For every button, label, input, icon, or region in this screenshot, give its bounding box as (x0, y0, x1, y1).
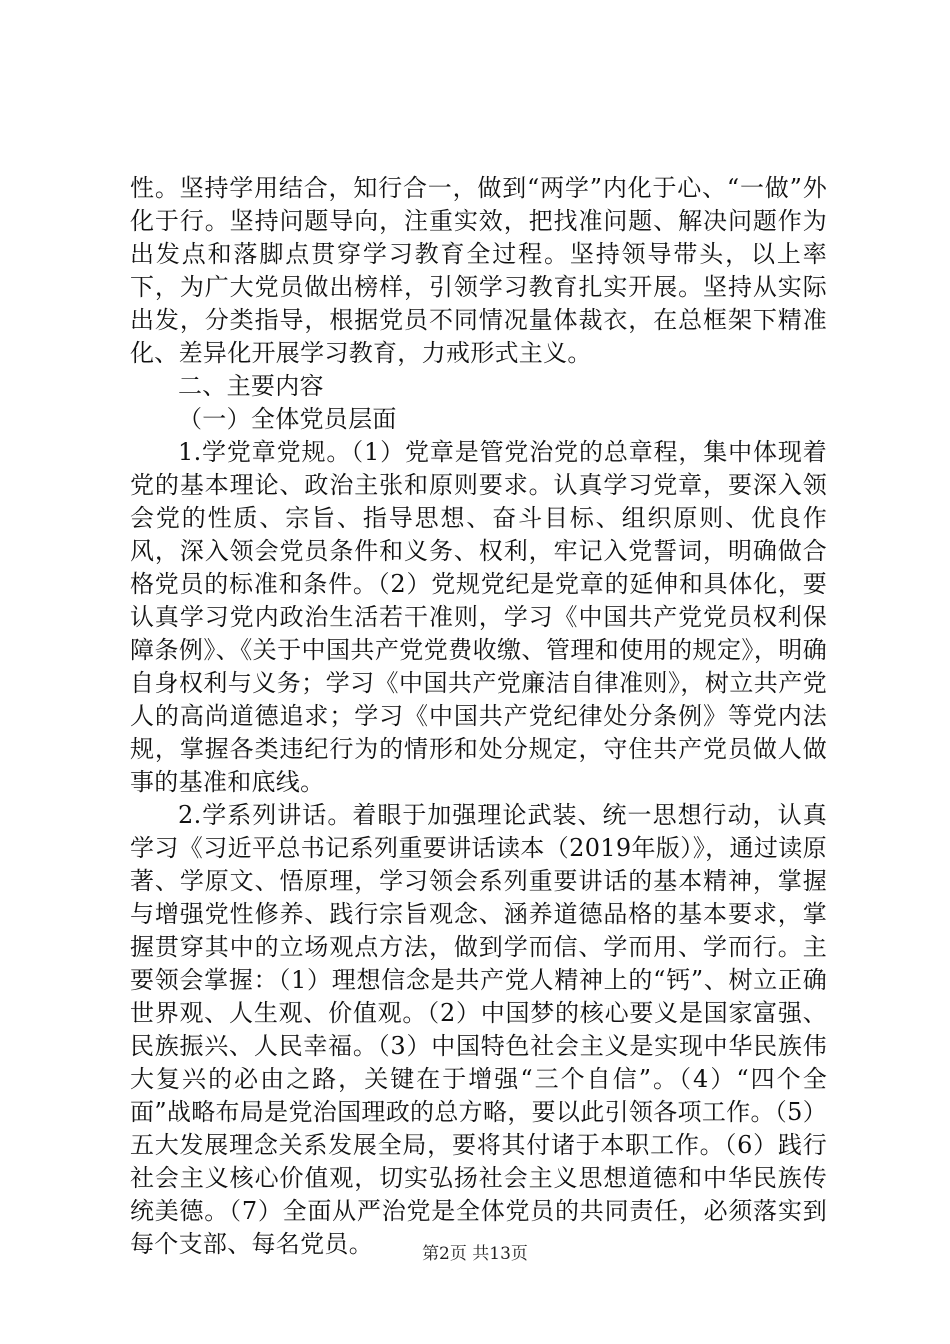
section-heading-main-content: 二、主要内容 (178, 372, 324, 400)
paragraph-party-constitution: 1.学党章党规。（1）党章是管党治党的总章程，集中体现着党的基本理论、政治主张和原则要求。认真学习党章，要深入领会党的性质、宗旨、指导思想、奋斗目标、组织原则、优良作风，深入领会党员条件和义务、权利，牢记入党誓词，明确做合格党员的标准和条件。（2）党规党纪是党章的延伸和具体化，要认真学习党内政治生活若干准则，学习《中国共产党党员权利保障条例》、《关于中国共产党党费收缴、管理和使用的规定》，明确自身权利与义务；学习《中国共产党廉洁自律准则》，树立共产党人的高尚道德追求；学习《中国共产党纪律处分条例》等党内法规，掌握各类违纪行为的情形和处分规定，守住共产党员做人做事的基准和底线。 (130, 438, 827, 796)
subsection-heading-all-members: （一）全体党员层面 (178, 405, 397, 433)
page-number-footer: 第2页 共13页 (422, 1244, 528, 1264)
document-body (130, 172, 827, 1261)
paragraph-continuation: 性。坚持学用结合，知行合一，做到“两学”内化于心、“一做”外化于行。坚持问题导向，注重实效，把找准问题、解决问题作为出发点和落脚点贯穿学习教育全过程。坚持领导带头，以上率下，为广大党员做出榜样，引领学习教育扎实开展。坚持从实际出发，分类指导，根据党员不同情况量体裁衣，在总框架下精准化、差异化开展学习教育，力戒形式主义。 (130, 174, 827, 367)
paragraph-series-speeches: 2.学系列讲话。着眼于加强理论武装、统一思想行动，认真学习《习近平总书记系列重要讲话读本（2019年版）》，通过读原著、学原文、悟原理，学习领会系列重要讲话的基本精神，掌握与增强党性修养、践行宗旨观念、涵养道德品格的基本要求，掌握贯穿其中的立场观点方法，做到学而信、学而用、学而行。主要领会掌握：（1）理想信念是共产党人精神上的“钙”、树立正确世界观、人生观、价值观。（2）中国梦的核心要义是国家富强、民族振兴、人民幸福。（3）中国特色社会主义是实现中华民族伟大复兴的必由之路，关键在于增强“三个自信”。（4）“四个全面”战略布局是党治国理政的总方略，要以此引领各项工作。（5）五大发展理念关系发展全局，要将其付诸于本职工作。（6）践行社会主义核心价值观，切实弘扬社会主义思想道德和中华民族传统美德。（7）全面从严治党是全体党员的共同责任，必须落实到每个支部、每名党员。 (130, 801, 827, 1258)
